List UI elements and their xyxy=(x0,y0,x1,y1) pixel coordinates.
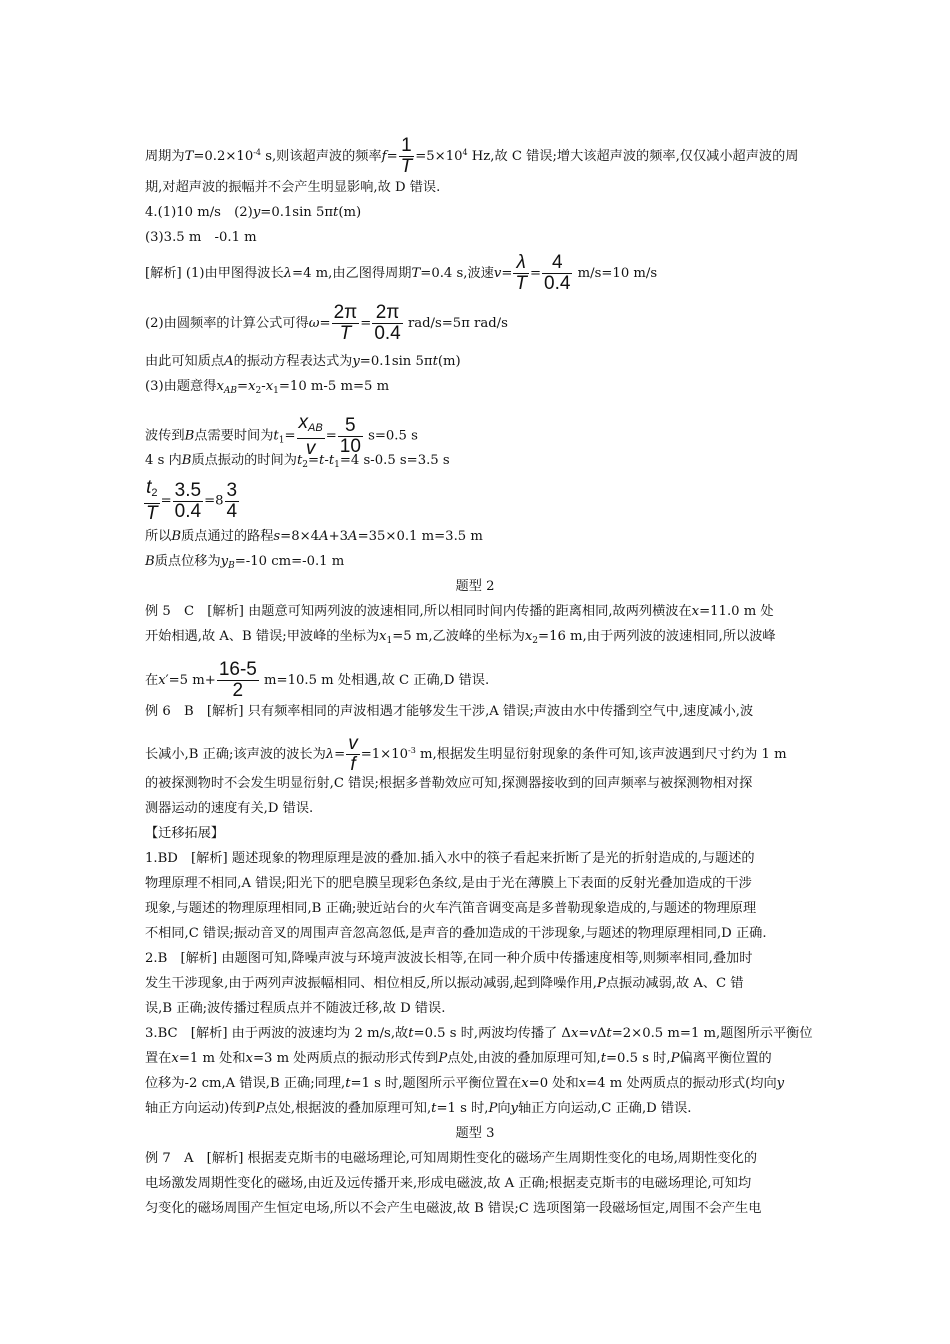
text: rad/s=5π rad/s xyxy=(403,316,508,331)
fraction-t2-over-T xyxy=(144,478,160,524)
var-B: B xyxy=(145,554,155,569)
var-f: f xyxy=(381,149,387,164)
var-t: t xyxy=(333,205,339,220)
text: (m) xyxy=(437,354,461,369)
subscript: 2 xyxy=(151,487,158,499)
numerator: 5 xyxy=(338,416,363,437)
fraction-lambda-over-T xyxy=(513,253,529,294)
solution-period-line xyxy=(145,136,799,177)
var-x: x xyxy=(158,673,166,688)
text: =0.2×10 xyxy=(193,149,254,164)
example-5-line-1 xyxy=(145,602,774,622)
fraction-3-over-4 xyxy=(225,481,240,522)
example-7-line-3: 匀变化的磁场周围产生恒定电场,所以不会产生电磁波,故 B 错误;C 选项图第一段磁场恒定,周围不会产生电 xyxy=(145,1201,762,1216)
text: Δ xyxy=(596,1026,607,1041)
text: 4.(1)10 m/s (2) xyxy=(145,205,253,220)
var-x: x xyxy=(245,1051,253,1066)
text: 轴正方向运动)传到 xyxy=(145,1101,256,1116)
subscript: 2 xyxy=(255,386,262,396)
denominator: T xyxy=(400,156,413,177)
text: 质点通过的路程 xyxy=(181,529,274,544)
var-B: B xyxy=(181,453,192,468)
var-t: t xyxy=(606,1026,612,1041)
var-T: T xyxy=(184,149,194,164)
text: 长减小,B 正确;该声波的波长为 xyxy=(145,747,326,762)
subscript: 2 xyxy=(302,460,308,470)
text: = xyxy=(529,266,542,281)
var-s: s xyxy=(273,529,281,544)
transfer-2-line-1: 2.B [解析] 由题图可知,降噪声波与环境声波波长相等,在同一种介质中传播速度相等,则频率相同,叠加时 xyxy=(145,951,753,966)
text: =11.0 m 处 xyxy=(699,604,774,619)
example-7-line-1: 例 7 A [解析] 根据麦克斯韦的电磁场理论,可知周期性变化的磁场产生周期性变化的电场,周期性变化的 xyxy=(145,1151,758,1166)
text: =5×10 xyxy=(415,149,463,164)
var-x: x xyxy=(578,1076,587,1091)
text: 置在 xyxy=(145,1051,172,1066)
var-t: t xyxy=(432,354,438,369)
text: =3 m 处两质点的振动形式传到 xyxy=(252,1051,439,1066)
var-P: P xyxy=(596,976,606,991)
numerator: 3 xyxy=(226,479,238,501)
text: (m) xyxy=(338,205,362,220)
var-A: A xyxy=(224,354,234,369)
exponent: -4 xyxy=(253,148,262,157)
text: =0.4 s,波速 xyxy=(420,266,494,281)
text: 4 s 内 xyxy=(145,453,182,468)
text: 发生干涉现象,由于两列声波振幅相同、相位相反,所以振动减弱,起到降噪作用, xyxy=(145,976,597,991)
text: - xyxy=(324,453,329,468)
var-t: t xyxy=(600,1051,606,1066)
denominator: 2 xyxy=(232,680,244,701)
text: =1 m 处和 xyxy=(178,1051,246,1066)
text-line: 期,对超声波的振幅并不会产生明显影响,故 D 错误. xyxy=(145,180,441,195)
var-t: t xyxy=(328,453,335,468)
text: = xyxy=(160,493,172,509)
transfer-1-line-1: 1.BD [解析] 题述现象的物理原理是波的叠加.插入水中的筷子看起来折断了是光的折射造成的,与题述的 xyxy=(145,851,755,866)
text: 点需要时间为 xyxy=(194,428,274,444)
var-y: y xyxy=(510,1101,518,1116)
transfer-1-line-2: 物理原理不相同,A 错误;阳光下的肥皂膜呈现彩色条纹,是由于光在薄膜上下表面的反射光叠加造成的干涉 xyxy=(145,876,752,891)
denominator: T xyxy=(339,323,352,344)
fraction-11-over-2 xyxy=(217,660,259,701)
var-P: P xyxy=(488,1101,498,1116)
subscript: 1 xyxy=(278,435,285,446)
var-x: x xyxy=(570,1026,579,1041)
numerator: 2π xyxy=(372,303,402,324)
var-omega: ω xyxy=(308,316,320,331)
numerator: t xyxy=(146,477,152,498)
text: = xyxy=(237,379,249,394)
var-t: t xyxy=(273,428,279,444)
text: = xyxy=(578,1026,590,1041)
text: 波传到 xyxy=(145,428,185,444)
text: =0.5 s 时,两波均传播了 Δ xyxy=(413,1026,571,1041)
var-P: P xyxy=(670,1051,680,1066)
var-x: x xyxy=(248,379,256,394)
text: = xyxy=(284,428,296,444)
var-B: B xyxy=(171,529,182,544)
var-v: v xyxy=(493,266,502,281)
denominator: 10 xyxy=(339,435,361,457)
text: =4 s-0.5 s=3.5 s xyxy=(339,453,450,468)
subscript: AB xyxy=(308,422,323,434)
numerator: 3.5 xyxy=(174,479,202,501)
var-x: x xyxy=(216,379,224,394)
fraction-4-over-0.4 xyxy=(542,253,572,294)
subscript: 1 xyxy=(386,636,393,646)
path-line xyxy=(145,527,483,547)
text: = xyxy=(334,747,346,762)
text: 轴正方向运动,C 正确,D 错误. xyxy=(517,1101,692,1116)
fraction-1-over-T xyxy=(399,136,415,177)
text: =1 s 时,题图所示平衡位置在 xyxy=(350,1076,522,1091)
transfer-1-line-4: 不相同,C 错误;振动音叉的周围声音忽高忽低,是声音的叠加造成的干涉现象,与题述的物理原理相同,D 正确. xyxy=(145,926,767,941)
var-A: A xyxy=(319,529,329,544)
fraction-v-over-f xyxy=(346,734,360,775)
denominator: 0.4 xyxy=(374,323,401,344)
text: 偏离平衡位置的 xyxy=(679,1051,772,1066)
text: m,根据发生明显衍射现象的条件可知,该声波遇到尺寸约为 1 m xyxy=(415,747,787,762)
example-6-line-1: 例 6 B [解析] 只有频率相同的声波相遇才能够发生干涉,A 错误;声波由水中传播到空气中,速度减小,波 xyxy=(145,704,754,719)
exponent: 4 xyxy=(462,148,468,157)
numerator: v xyxy=(348,733,358,754)
text: =35×0.1 m=3.5 m xyxy=(357,529,483,544)
exponent: -3 xyxy=(407,746,416,755)
text: =10 m-5 m=5 m xyxy=(278,379,390,394)
subscript: AB xyxy=(223,386,237,396)
numerator: 1 xyxy=(399,136,415,157)
var-lambda: λ xyxy=(283,266,293,281)
fraction-3.5-over-0.4 xyxy=(173,481,203,522)
transfer-1-line-3: 现象,与题述的物理原理相同,B 正确;驶近站台的火车汽笛音调变高是多普勒现象造成的,与题述的物理原理 xyxy=(145,901,757,916)
text: 质点位移为 xyxy=(154,554,221,569)
section-heading: 题型 3 xyxy=(455,1126,495,1141)
text: [解析] (1)由甲图得波长 xyxy=(145,266,284,281)
text: 质点振动的时间为 xyxy=(191,453,297,468)
var-y: y xyxy=(220,554,229,569)
subscript: 2 xyxy=(532,636,539,646)
transfer-3-line-3 xyxy=(145,1074,784,1094)
text: =0.1sin 5π xyxy=(359,354,433,369)
var-t: t xyxy=(345,1076,351,1091)
denominator: v xyxy=(305,438,316,459)
wave-speed-line xyxy=(145,253,657,294)
text: 开始相遇,故 A、B 错误;甲波峰的坐标为 xyxy=(145,629,380,644)
section-heading: 题型 2 xyxy=(455,579,495,594)
text: =0.1sin 5π xyxy=(260,205,334,220)
subscript: 1 xyxy=(273,386,279,396)
text: = xyxy=(360,316,372,331)
var-B: B xyxy=(184,428,195,444)
omega-line xyxy=(145,303,508,344)
vibration-equation-line xyxy=(145,352,461,372)
text: 所以 xyxy=(145,529,172,544)
text: =0 处和 xyxy=(528,1076,579,1091)
text: =8×4 xyxy=(280,529,320,544)
text: = xyxy=(501,266,513,281)
var-P: P xyxy=(255,1101,265,1116)
numerator: 16-5 xyxy=(218,659,257,680)
section-heading-extension: 【迁移拓展】 xyxy=(145,826,225,841)
var-lambda: λ xyxy=(325,747,335,762)
text: 在 xyxy=(145,673,159,688)
text: 点振动减弱,故 A、C 错 xyxy=(605,976,744,991)
var-x: x xyxy=(265,379,274,394)
text: = xyxy=(386,149,398,164)
var-x: x xyxy=(524,629,533,644)
text: s,则该超声波的频率 xyxy=(261,149,382,164)
text: 点处,由波的叠加原理可知, xyxy=(447,1051,601,1066)
example-6-line-2 xyxy=(145,734,787,775)
vibration-time-line xyxy=(145,451,450,475)
text: =5 m,乙波峰的坐标为 xyxy=(392,629,525,644)
var-y: y xyxy=(776,1076,785,1091)
text: =4 m,由乙图得周期 xyxy=(292,266,412,281)
text: 向 xyxy=(497,1101,511,1116)
example-5-line-2 xyxy=(145,627,776,651)
var-P: P xyxy=(438,1051,448,1066)
text: = xyxy=(204,493,216,509)
text: =16 m,由于两列波的波速相同,所以波峰 xyxy=(538,629,776,644)
text: =0.5 s 时, xyxy=(606,1051,671,1066)
transfer-3-line-4 xyxy=(145,1099,691,1119)
var-T: T xyxy=(411,266,421,281)
transfer-2-line-2 xyxy=(145,974,744,994)
transfer-3-line-1 xyxy=(145,1024,813,1044)
text: =1 s 时, xyxy=(436,1101,489,1116)
text: 例 5 C [解析] 由题意可知两列波的波速相同,所以相同时间内传播的距离相同,故两列横波在 xyxy=(145,604,692,619)
text: 3.BC [解析] 由于两波的波速均为 2 m/s,故 xyxy=(145,1026,409,1041)
var-t: t xyxy=(319,453,325,468)
var-x: x xyxy=(171,1051,179,1066)
var-t: t xyxy=(296,453,303,468)
fraction-2pi-over-0.4 xyxy=(372,303,402,344)
text: =2×0.5 m=1 m,题图所示平衡位 xyxy=(611,1026,813,1041)
text: 点处,根据波的叠加原理可知, xyxy=(264,1101,432,1116)
text: 位移为-2 cm,A 错误,B 正确;同理, xyxy=(145,1076,346,1091)
text: =1×10 xyxy=(360,747,408,762)
example-5-line-3 xyxy=(145,660,489,701)
answer-4-3-line: (3)3.5 m -0.1 m xyxy=(145,230,257,245)
numerator: 2π xyxy=(333,302,358,323)
text: 周期为 xyxy=(145,149,185,164)
denominator: 4 xyxy=(226,500,238,522)
text: = xyxy=(319,316,331,331)
example-6-line-4: 测器运动的速度有关,D 错误. xyxy=(145,801,314,816)
var-y: y xyxy=(352,354,360,369)
text: 的振动方程表达式为 xyxy=(233,354,353,369)
ratio-line xyxy=(143,478,240,524)
var-t: t xyxy=(408,1026,414,1041)
transfer-2-line-3: 误,B 正确;波传播过程质点并不随波迁移,故 D 错误. xyxy=(145,1001,446,1016)
transfer-3-line-2 xyxy=(145,1049,772,1069)
var-y: y xyxy=(252,205,261,220)
text: - xyxy=(261,379,266,394)
example-6-line-3: 的被探测物时不会发生明显衍射,C 错误;根据多普勒效应可知,探测器接收到的回声频率与被探测物相对探 xyxy=(145,776,753,791)
var-t: t xyxy=(431,1101,437,1116)
displacement-line xyxy=(145,552,344,576)
text: 由此可知质点 xyxy=(145,354,225,369)
example-7-line-2: 电场激发周期性变化的磁场,由近及远传播开来,形成电磁波,故 A 正确;根据麦克斯韦的电磁场理论,可知均 xyxy=(145,1176,752,1191)
text: m=10.5 m 处相遇,故 C 正确,D 错误. xyxy=(259,673,490,688)
text: ′=5 m+ xyxy=(165,673,216,688)
denominator: 0.4 xyxy=(174,500,202,522)
distance-line xyxy=(145,377,389,401)
subscript: B xyxy=(228,561,235,571)
var-x: x xyxy=(379,629,387,644)
numerator: λ xyxy=(516,252,526,273)
numerator: 4 xyxy=(542,253,572,274)
subscript: 1 xyxy=(334,460,340,470)
text: +3 xyxy=(328,529,349,544)
text: =4 m 处两质点的振动形式(均向 xyxy=(586,1076,777,1091)
numerator: x xyxy=(298,412,308,433)
denominator: T xyxy=(146,503,158,524)
mixed-whole: 8 xyxy=(215,493,224,509)
var-A: A xyxy=(348,529,358,544)
var-x: x xyxy=(521,1076,529,1091)
var-x: x xyxy=(691,604,700,619)
text: s=0.5 s xyxy=(363,428,418,444)
var-v: v xyxy=(589,1026,597,1041)
denominator: f xyxy=(350,754,356,775)
text: = xyxy=(325,428,337,444)
answer-4-line xyxy=(145,203,361,223)
text: =-10 cm=-0.1 m xyxy=(234,554,345,569)
text: m/s=10 m/s xyxy=(573,266,658,281)
fraction-2pi-over-T xyxy=(332,303,360,344)
denominator: 0.4 xyxy=(544,273,571,294)
text: Hz,故 C 错误;增大该超声波的频率,仅仅减小超声波的周 xyxy=(467,149,799,164)
denominator: T xyxy=(515,273,527,294)
text: = xyxy=(307,453,320,468)
text: (2)由圆频率的计算公式可得 xyxy=(145,316,309,331)
text: (3)由题意得 xyxy=(145,379,217,394)
